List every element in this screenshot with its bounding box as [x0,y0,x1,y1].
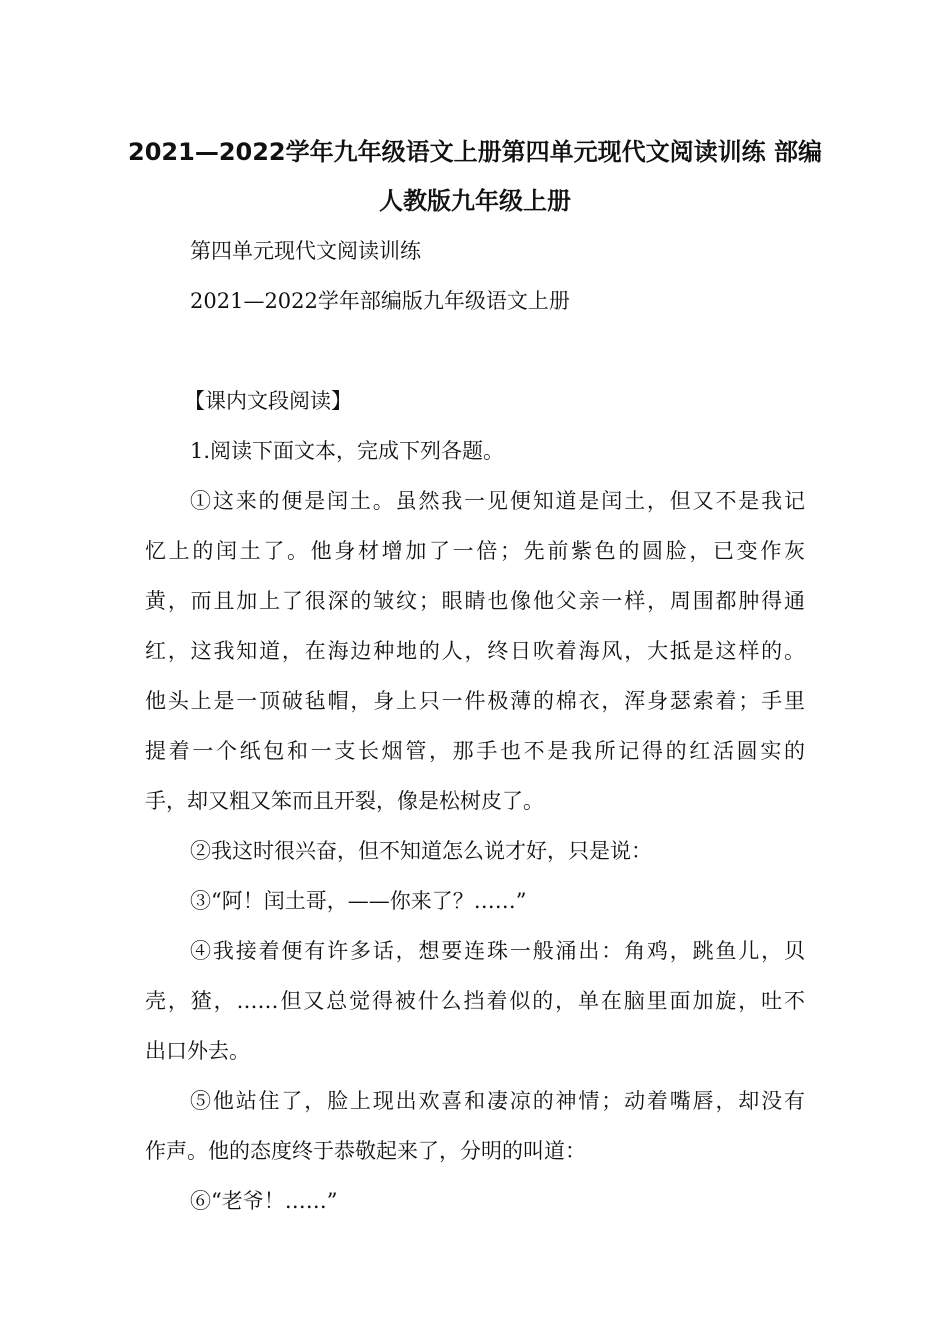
document-title-line-1: 2021—2022学年九年级语文上册第四单元现代文阅读训练 部编 [128,138,822,166]
grade-subtitle: 2021—2022学年部编版九年级语文上册 [190,289,570,313]
section-header: 【课内文段阅读】 [184,389,352,413]
document-title-line-2: 人教版九年级上册 [379,187,571,215]
question-prompt: 1.阅读下面文本，完成下列各题。 [190,439,505,463]
paragraph-line: 手，却又粗又笨而且开裂，像是松树皮了。 [145,789,544,813]
paragraph-line: ③“阿！闰土哥，——你来了？……” [190,889,527,913]
paragraph-line: ⑤他站住了，脸上现出欢喜和凄凉的神情；动着嘴唇，却没有 [190,1089,805,1113]
paragraph-line: ①这来的便是闰土。虽然我一见便知道是闰土，但又不是我记 [190,489,805,513]
paragraph-line: 忆上的闰土了。他身材增加了一倍；先前紫色的圆脸，已变作灰 [145,539,805,563]
paragraph-line: ⑥“老爷！……” [190,1189,338,1213]
paragraph-line: 壳，猹，……但又总觉得被什么挡着似的，单在脑里面加旋，吐不 [145,989,805,1013]
paragraph-line: 提着一个纸包和一支长烟管，那手也不是我所记得的红活圆实的 [145,739,805,763]
paragraph-line: 黄，而且加上了很深的皱纹；眼睛也像他父亲一样，周围都肿得通 [145,589,805,613]
paragraph-line: 出口外去。 [145,1039,250,1063]
paragraph-line: 他头上是一顶破毡帽，身上只一件极薄的棉衣，浑身瑟索着；手里 [145,689,805,713]
paragraph-line: ②我这时很兴奋，但不知道怎么说才好，只是说： [190,839,652,863]
paragraph-line: 作声。他的态度终于恭敬起来了，分明的叫道： [145,1139,586,1163]
paragraph-line: ④我接着便有许多话，想要连珠一般涌出：角鸡，跳鱼儿，贝 [190,939,805,963]
unit-subtitle: 第四单元现代文阅读训练 [190,239,421,263]
paragraph-line: 红，这我知道，在海边种地的人，终日吹着海风，大抵是这样的。 [145,639,805,663]
